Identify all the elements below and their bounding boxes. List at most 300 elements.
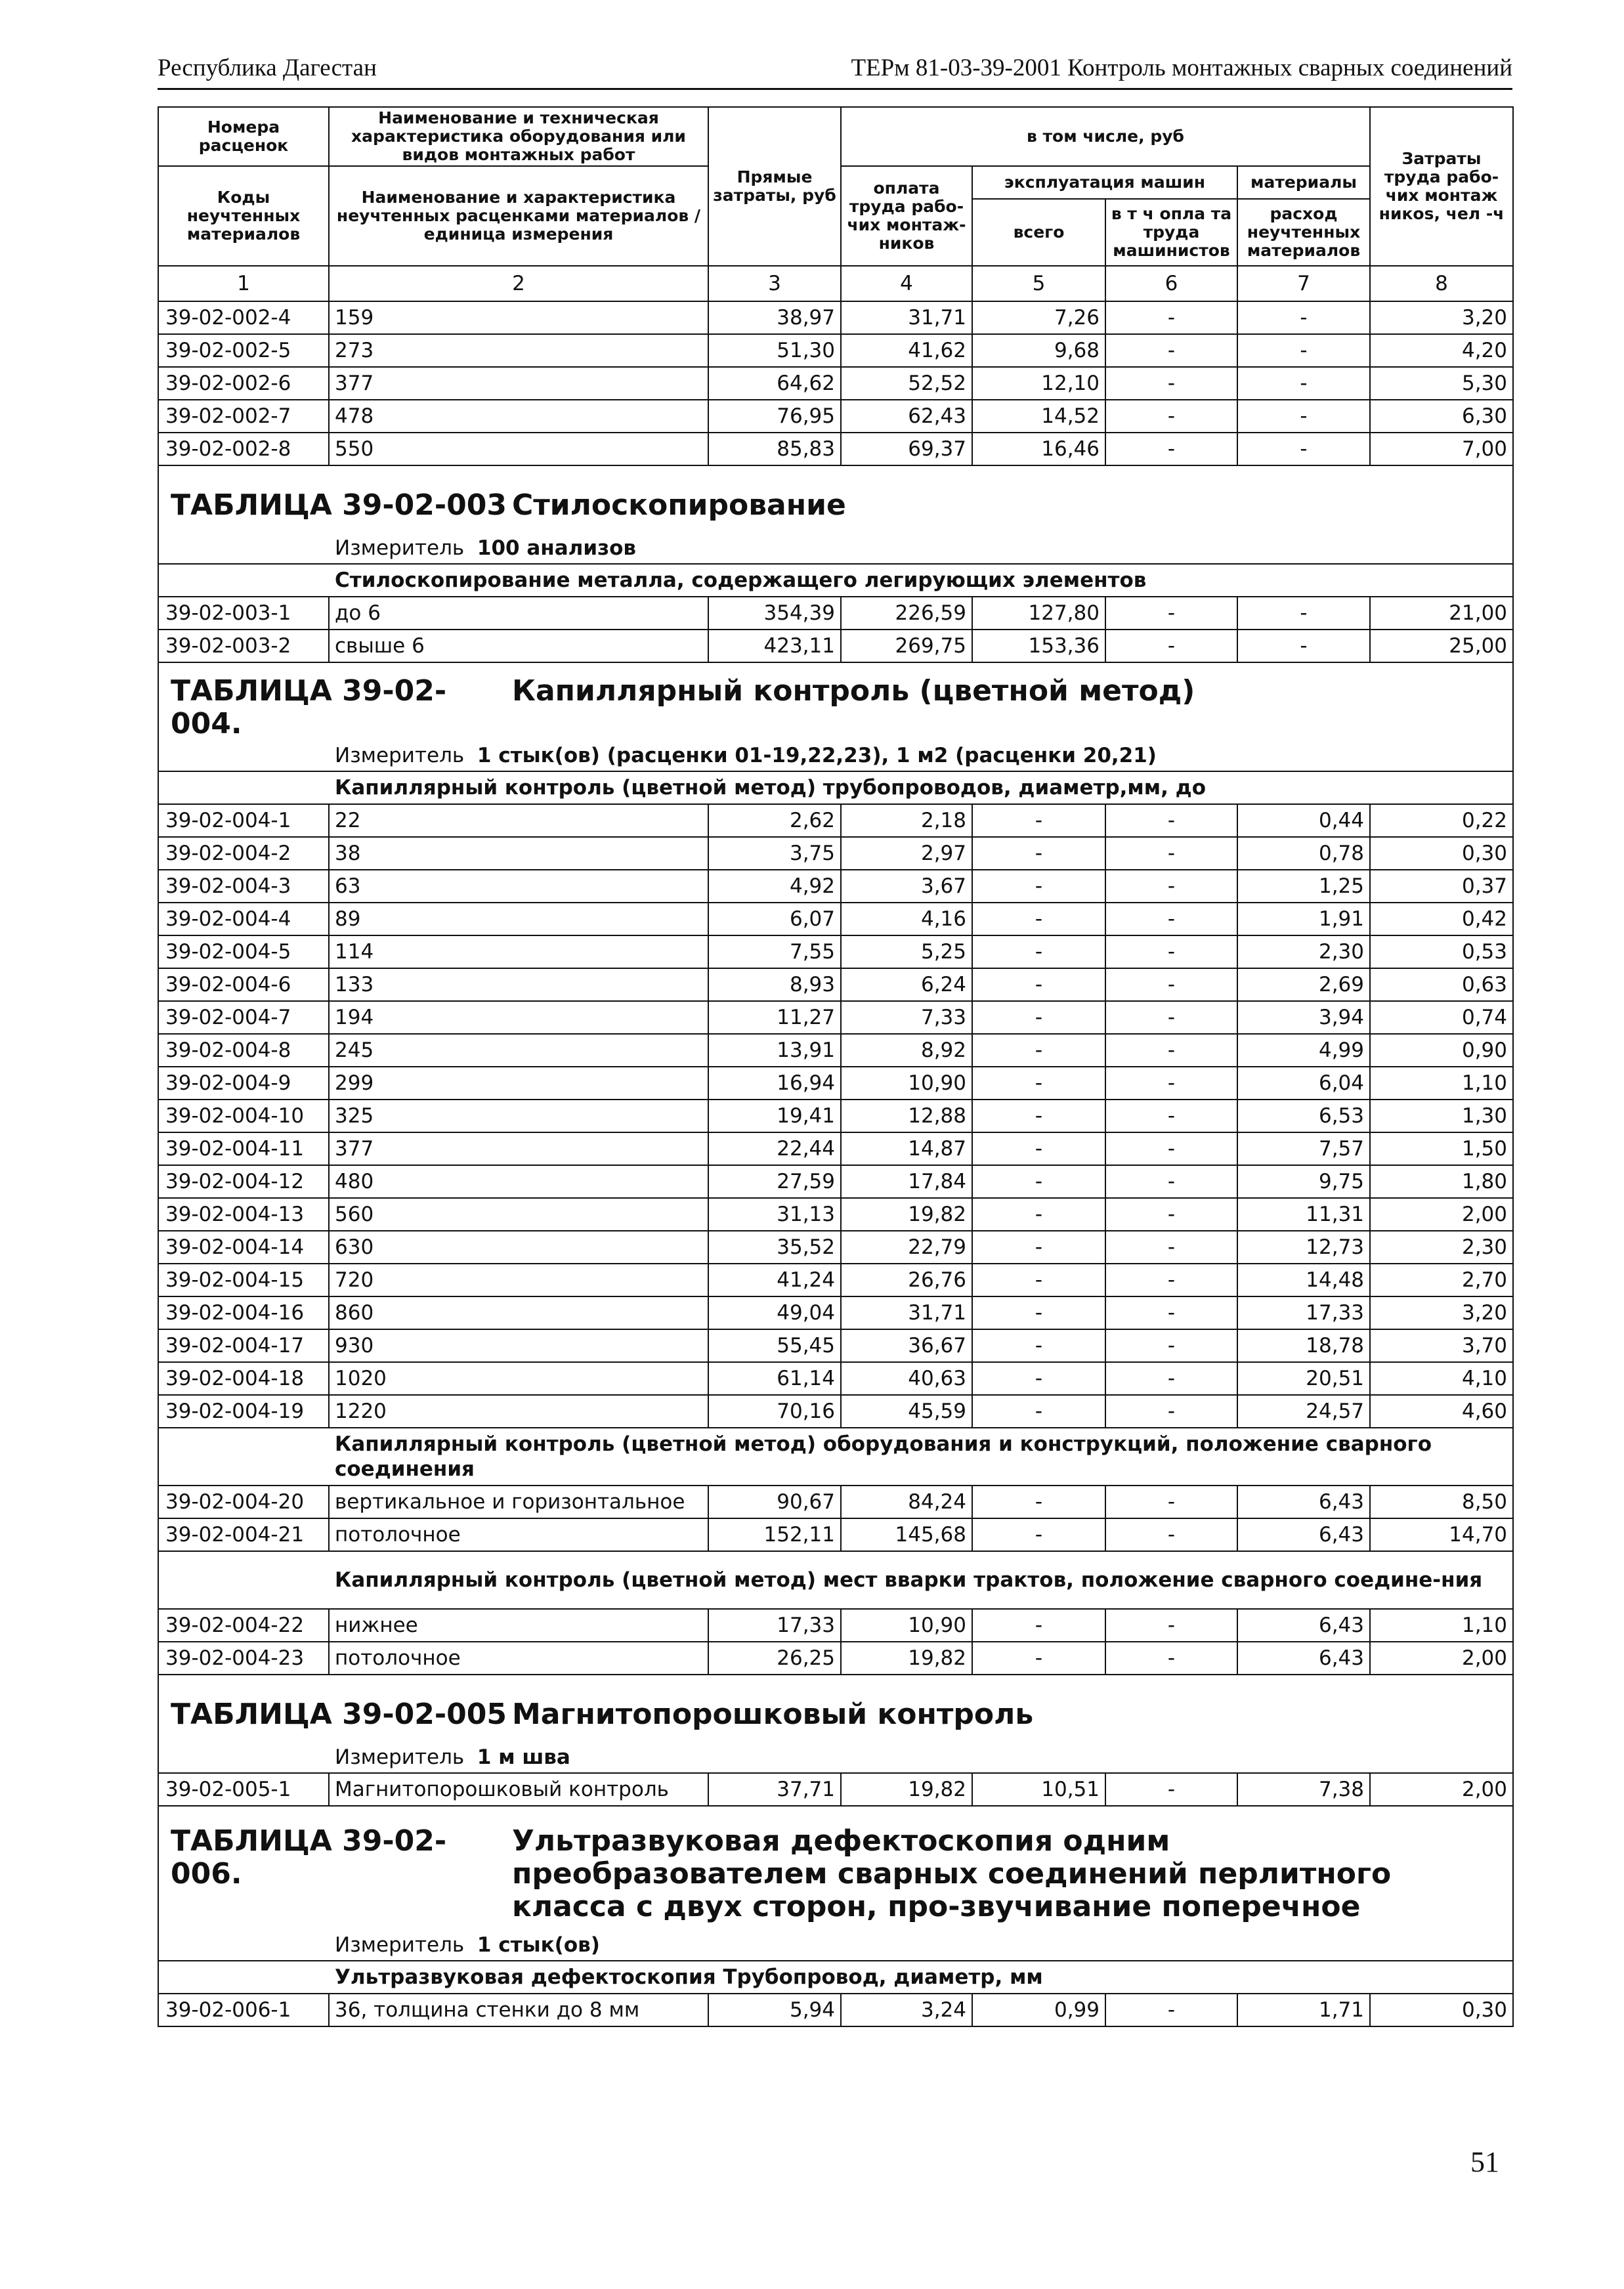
work-name: 560 — [329, 1198, 708, 1231]
machines-total: - — [972, 1100, 1105, 1132]
labor-hours: 1,80 — [1370, 1165, 1513, 1198]
table-39-02-006 — [158, 1806, 1513, 1994]
col-material-name: Наименование и характеристика неучтенных расценками материалов / единица измерения — [329, 166, 708, 266]
table-title: Магнитопорошковый контроль — [512, 1698, 1034, 1731]
worker-wages: 45,59 — [841, 1395, 972, 1428]
col-labor: Затраты труда рабо-чих монтаж никоs, чел -ч — [1370, 107, 1513, 266]
labor-hours: 4,10 — [1370, 1362, 1513, 1395]
machinists-wages: - — [1105, 334, 1237, 367]
direct-cost: 11,27 — [708, 1001, 841, 1034]
machines-total: 9,68 — [972, 334, 1105, 367]
machines-total: 12,10 — [972, 367, 1105, 400]
materials-usage: - — [1237, 630, 1370, 662]
measure-label: Измеритель — [335, 1933, 465, 1957]
work-name: вертикальное и горизонтальное — [329, 1486, 708, 1518]
machines-total: - — [972, 1165, 1105, 1198]
work-name: 1220 — [329, 1395, 708, 1428]
table-row — [158, 301, 1513, 334]
machinists-wages: - — [1105, 1001, 1237, 1034]
table-row — [158, 968, 1513, 1001]
machines-total: - — [972, 1198, 1105, 1231]
materials-usage: 6,43 — [1237, 1642, 1370, 1675]
worker-wages: 6,24 — [841, 968, 972, 1001]
labor-hours: 0,42 — [1370, 903, 1513, 935]
direct-cost: 13,91 — [708, 1034, 841, 1067]
rate-code: 39-02-004-15 — [158, 1264, 329, 1296]
col-num: 3 — [708, 266, 841, 301]
table-row — [158, 1067, 1513, 1100]
labor-hours: 2,00 — [1370, 1773, 1513, 1806]
direct-cost: 22,44 — [708, 1132, 841, 1165]
materials-usage: 1,71 — [1237, 1994, 1370, 2026]
table-row — [158, 1329, 1513, 1362]
machinists-wages: - — [1105, 1067, 1237, 1100]
worker-wages: 4,16 — [841, 903, 972, 935]
direct-cost: 41,24 — [708, 1264, 841, 1296]
machines-total: 10,51 — [972, 1773, 1105, 1806]
work-name: 377 — [329, 367, 708, 400]
worker-wages: 145,68 — [841, 1518, 972, 1551]
direct-cost: 16,94 — [708, 1067, 841, 1100]
rate-code: 39-02-004-9 — [158, 1067, 329, 1100]
table-label: ТАБЛИЦА 39-02-003 — [171, 488, 507, 522]
work-name: свыше 6 — [329, 630, 708, 662]
header-document-title: ТЕРм 81-03-39-2001 Контроль монтажных сварных соединений — [851, 54, 1512, 81]
rate-code: 39-02-004-10 — [158, 1100, 329, 1132]
labor-hours: 0,63 — [1370, 968, 1513, 1001]
worker-wages: 2,18 — [841, 804, 972, 837]
direct-cost: 2,62 — [708, 804, 841, 837]
work-name: 22 — [329, 804, 708, 837]
table-label: ТАБЛИЦА 39-02-006. — [171, 1824, 447, 1891]
materials-usage: 6,04 — [1237, 1067, 1370, 1100]
col-rate-number: Номера расценок — [158, 107, 329, 166]
machinists-wages: - — [1105, 1486, 1237, 1518]
direct-cost: 38,97 — [708, 301, 841, 334]
materials-usage: 0,78 — [1237, 837, 1370, 870]
table-row — [158, 1609, 1513, 1642]
materials-usage: - — [1237, 433, 1370, 465]
work-name: 36, толщина стенки до 8 мм — [329, 1994, 708, 2026]
worker-wages: 7,33 — [841, 1001, 972, 1034]
rate-code: 39-02-004-19 — [158, 1395, 329, 1428]
materials-usage: 12,73 — [1237, 1231, 1370, 1264]
direct-cost: 354,39 — [708, 597, 841, 630]
materials-usage: - — [1237, 400, 1370, 433]
materials-usage: - — [1237, 301, 1370, 334]
machinists-wages: - — [1105, 400, 1237, 433]
labor-hours: 0,53 — [1370, 935, 1513, 968]
table-39-02-003-rows — [158, 597, 1513, 662]
col-num: 8 — [1370, 266, 1513, 301]
work-name: 194 — [329, 1001, 708, 1034]
materials-usage: 6,53 — [1237, 1100, 1370, 1132]
table-row — [158, 1773, 1513, 1806]
direct-cost: 55,45 — [708, 1329, 841, 1362]
worker-wages: 17,84 — [841, 1165, 972, 1198]
table-row — [158, 334, 1513, 367]
machines-total: - — [972, 935, 1105, 968]
machines-total: 127,80 — [972, 597, 1105, 630]
table-row — [158, 367, 1513, 400]
labor-hours: 7,00 — [1370, 433, 1513, 465]
machines-total: - — [972, 1395, 1105, 1428]
direct-cost: 70,16 — [708, 1395, 841, 1428]
direct-cost: 37,71 — [708, 1773, 841, 1806]
machinists-wages: - — [1105, 1100, 1237, 1132]
rate-code: 39-02-002-7 — [158, 400, 329, 433]
table-39-02-002-rows — [158, 301, 1513, 465]
labor-hours: 2,70 — [1370, 1264, 1513, 1296]
table-39-02-005-rows — [158, 1773, 1513, 1806]
work-name: до 6 — [329, 597, 708, 630]
labor-hours: 3,20 — [1370, 1296, 1513, 1329]
materials-usage: 18,78 — [1237, 1329, 1370, 1362]
table-row — [158, 804, 1513, 837]
machines-total: - — [972, 1001, 1105, 1034]
table-label: ТАБЛИЦА 39-02-005 — [171, 1698, 507, 1731]
labor-hours: 0,37 — [1370, 870, 1513, 903]
materials-usage: 1,25 — [1237, 870, 1370, 903]
table-row — [158, 1132, 1513, 1165]
worker-wages: 2,97 — [841, 837, 972, 870]
work-name: 630 — [329, 1231, 708, 1264]
table-title: Капиллярный контроль (цветной метод) — [512, 674, 1195, 708]
table-row — [158, 1362, 1513, 1395]
col-including: в том числе, руб — [841, 107, 1370, 166]
rate-code: 39-02-004-11 — [158, 1132, 329, 1165]
machines-total: - — [972, 1609, 1105, 1642]
table-header — [158, 107, 1513, 301]
machinists-wages: - — [1105, 1198, 1237, 1231]
rate-code: 39-02-004-22 — [158, 1609, 329, 1642]
direct-cost: 64,62 — [708, 367, 841, 400]
rate-code: 39-02-004-17 — [158, 1329, 329, 1362]
direct-cost: 19,41 — [708, 1100, 841, 1132]
work-name: 478 — [329, 400, 708, 433]
materials-usage: 6,43 — [1237, 1486, 1370, 1518]
materials-usage: - — [1237, 597, 1370, 630]
col-machines-total: всего — [972, 199, 1105, 266]
materials-usage: 24,57 — [1237, 1395, 1370, 1428]
worker-wages: 69,37 — [841, 433, 972, 465]
rate-code: 39-02-002-5 — [158, 334, 329, 367]
labor-hours: 0,90 — [1370, 1034, 1513, 1067]
machines-total: 7,26 — [972, 301, 1105, 334]
worker-wages: 36,67 — [841, 1329, 972, 1362]
worker-wages: 31,71 — [841, 301, 972, 334]
rate-code: 39-02-003-2 — [158, 630, 329, 662]
machinists-wages: - — [1105, 968, 1237, 1001]
rate-code: 39-02-004-4 — [158, 903, 329, 935]
work-name: 720 — [329, 1264, 708, 1296]
table-39-02-004-rows-tracts — [158, 1609, 1513, 1675]
rate-code: 39-02-006-1 — [158, 1994, 329, 2026]
work-name: потолочное — [329, 1518, 708, 1551]
work-name: 245 — [329, 1034, 708, 1067]
work-name: 159 — [329, 301, 708, 334]
machines-total: - — [972, 1231, 1105, 1264]
materials-usage: 20,51 — [1237, 1362, 1370, 1395]
table-row — [158, 1994, 1513, 2026]
col-num: 5 — [972, 266, 1105, 301]
direct-cost: 5,94 — [708, 1994, 841, 2026]
direct-cost: 152,11 — [708, 1518, 841, 1551]
machines-total: 153,36 — [972, 630, 1105, 662]
labor-hours: 14,70 — [1370, 1518, 1513, 1551]
labor-hours: 21,00 — [1370, 597, 1513, 630]
direct-cost: 423,11 — [708, 630, 841, 662]
worker-wages: 26,76 — [841, 1264, 972, 1296]
work-name: 480 — [329, 1165, 708, 1198]
work-name: 930 — [329, 1329, 708, 1362]
work-name: 860 — [329, 1296, 708, 1329]
machinists-wages: - — [1105, 1609, 1237, 1642]
direct-cost: 76,95 — [708, 400, 841, 433]
work-name: 38 — [329, 837, 708, 870]
table-row — [158, 1001, 1513, 1034]
labor-hours: 4,20 — [1370, 334, 1513, 367]
section-heading: Капиллярный контроль (цветной метод) трубопроводов, диаметр,мм, до — [158, 771, 1513, 804]
labor-hours: 1,10 — [1370, 1609, 1513, 1642]
labor-hours: 0,22 — [1370, 804, 1513, 837]
worker-wages: 3,24 — [841, 1994, 972, 2026]
machines-total: - — [972, 903, 1105, 935]
machines-total: - — [972, 1132, 1105, 1165]
rate-code: 39-02-004-20 — [158, 1486, 329, 1518]
col-machinists-wages: в т ч опла та труда машинистов — [1105, 199, 1237, 266]
direct-cost: 27,59 — [708, 1165, 841, 1198]
direct-cost: 51,30 — [708, 334, 841, 367]
work-name: 133 — [329, 968, 708, 1001]
work-name: 550 — [329, 433, 708, 465]
work-name: Магнитопорошковый контроль — [329, 1773, 708, 1806]
labor-hours: 1,10 — [1370, 1067, 1513, 1100]
table-39-02-004-rows-equipment — [158, 1486, 1513, 1551]
labor-hours: 8,50 — [1370, 1486, 1513, 1518]
page-number: 51 — [1470, 2146, 1499, 2178]
worker-wages: 40,63 — [841, 1362, 972, 1395]
work-name: нижнее — [329, 1609, 708, 1642]
work-name: 299 — [329, 1067, 708, 1100]
machines-total: - — [972, 804, 1105, 837]
machinists-wages: - — [1105, 837, 1237, 870]
materials-usage: 2,69 — [1237, 968, 1370, 1001]
machinists-wages: - — [1105, 301, 1237, 334]
materials-usage: - — [1237, 367, 1370, 400]
direct-cost: 90,67 — [708, 1486, 841, 1518]
machines-total: 16,46 — [972, 433, 1105, 465]
work-name: 114 — [329, 935, 708, 968]
rate-code: 39-02-004-7 — [158, 1001, 329, 1034]
col-num: 1 — [158, 266, 329, 301]
machines-total: 0,99 — [972, 1994, 1105, 2026]
col-work-name: Наименование и техническая характеристика оборудования или видов монтажных работ — [329, 107, 708, 166]
table-row — [158, 1395, 1513, 1428]
machines-total: - — [972, 1486, 1105, 1518]
machines-total: - — [972, 870, 1105, 903]
rates-table — [158, 106, 1514, 2027]
measure-unit: 1 м шва — [477, 1745, 570, 1769]
table-row — [158, 870, 1513, 903]
rate-code: 39-02-004-18 — [158, 1362, 329, 1395]
rate-code: 39-02-002-6 — [158, 367, 329, 400]
labor-hours: 5,30 — [1370, 367, 1513, 400]
machinists-wages: - — [1105, 1395, 1237, 1428]
table-label: ТАБЛИЦА 39-02-004. — [171, 674, 447, 740]
table-row — [158, 1486, 1513, 1518]
table-row — [158, 1231, 1513, 1264]
work-name: потолочное — [329, 1642, 708, 1675]
worker-wages: 62,43 — [841, 400, 972, 433]
measure-unit: 1 стык(ов) (расценки 01-19,22,23), 1 м2 (расценки 20,21) — [477, 744, 1157, 767]
worker-wages: 52,52 — [841, 367, 972, 400]
table-39-02-004 — [158, 662, 1513, 804]
direct-cost: 7,55 — [708, 935, 841, 968]
measure-label: Измеритель — [335, 1745, 465, 1769]
machinists-wages: - — [1105, 1518, 1237, 1551]
table-row — [158, 1264, 1513, 1296]
labor-hours: 2,00 — [1370, 1198, 1513, 1231]
direct-cost: 6,07 — [708, 903, 841, 935]
machinists-wages: - — [1105, 1132, 1237, 1165]
rate-code: 39-02-004-13 — [158, 1198, 329, 1231]
direct-cost: 26,25 — [708, 1642, 841, 1675]
rate-code: 39-02-002-4 — [158, 301, 329, 334]
labor-hours: 4,60 — [1370, 1395, 1513, 1428]
rate-code: 39-02-004-14 — [158, 1231, 329, 1264]
rate-code: 39-02-004-6 — [158, 968, 329, 1001]
direct-cost: 8,93 — [708, 968, 841, 1001]
machinists-wages: - — [1105, 1773, 1237, 1806]
labor-hours: 25,00 — [1370, 630, 1513, 662]
worker-wages: 10,90 — [841, 1609, 972, 1642]
machines-total: - — [972, 1329, 1105, 1362]
materials-usage: 2,30 — [1237, 935, 1370, 968]
rate-code: 39-02-005-1 — [158, 1773, 329, 1806]
rate-code: 39-02-004-1 — [158, 804, 329, 837]
col-material-codes: Коды неучтенных материалов — [158, 166, 329, 266]
work-name: 377 — [329, 1132, 708, 1165]
work-name: 1020 — [329, 1362, 708, 1395]
machines-total: - — [972, 1642, 1105, 1675]
machinists-wages: - — [1105, 1264, 1237, 1296]
col-wages: оплата труда рабо-чих монтаж-ников — [841, 166, 972, 266]
table-row — [158, 630, 1513, 662]
machinists-wages: - — [1105, 903, 1237, 935]
worker-wages: 41,62 — [841, 334, 972, 367]
section-heading: Капиллярный контроль (цветной метод) мест вварки трактов, положение сварного соедине-ния — [158, 1551, 1513, 1609]
worker-wages: 226,59 — [841, 597, 972, 630]
column-numbers — [158, 266, 1513, 301]
header-region: Республика Дагестан — [158, 54, 377, 81]
worker-wages: 19,82 — [841, 1198, 972, 1231]
direct-cost: 35,52 — [708, 1231, 841, 1264]
col-num: 7 — [1237, 266, 1370, 301]
table-row — [158, 1165, 1513, 1198]
labor-hours: 3,70 — [1370, 1329, 1513, 1362]
materials-usage: 3,94 — [1237, 1001, 1370, 1034]
labor-hours: 2,00 — [1370, 1642, 1513, 1675]
machinists-wages: - — [1105, 630, 1237, 662]
rate-code: 39-02-004-3 — [158, 870, 329, 903]
measure-label: Измеритель — [335, 536, 465, 560]
table-row — [158, 433, 1513, 465]
machinists-wages: - — [1105, 1165, 1237, 1198]
machinists-wages: - — [1105, 935, 1237, 968]
worker-wages: 12,88 — [841, 1100, 972, 1132]
measure-label: Измеритель — [335, 744, 465, 767]
table-39-02-005 — [158, 1675, 1513, 1773]
rate-code: 39-02-004-16 — [158, 1296, 329, 1329]
labor-hours: 3,20 — [1370, 301, 1513, 334]
worker-wages: 3,67 — [841, 870, 972, 903]
machinists-wages: - — [1105, 1362, 1237, 1395]
labor-hours: 0,74 — [1370, 1001, 1513, 1034]
rate-code: 39-02-004-23 — [158, 1642, 329, 1675]
materials-usage: 14,48 — [1237, 1264, 1370, 1296]
direct-cost: 61,14 — [708, 1362, 841, 1395]
table-row — [158, 597, 1513, 630]
table-row — [158, 1518, 1513, 1551]
direct-cost: 49,04 — [708, 1296, 841, 1329]
materials-usage: 11,31 — [1237, 1198, 1370, 1231]
worker-wages: 84,24 — [841, 1486, 972, 1518]
machines-total: - — [972, 1034, 1105, 1067]
col-num: 2 — [329, 266, 708, 301]
rate-code: 39-02-004-2 — [158, 837, 329, 870]
section-heading: Ультразвуковая дефектоскопия Трубопровод, диаметр, мм — [158, 1961, 1513, 1994]
labor-hours: 0,30 — [1370, 1994, 1513, 2026]
materials-usage: - — [1237, 334, 1370, 367]
worker-wages: 31,71 — [841, 1296, 972, 1329]
machines-total: - — [972, 1067, 1105, 1100]
rate-code: 39-02-003-1 — [158, 597, 329, 630]
machinists-wages: - — [1105, 870, 1237, 903]
direct-cost: 3,75 — [708, 837, 841, 870]
table-row — [158, 400, 1513, 433]
worker-wages: 19,82 — [841, 1642, 972, 1675]
machines-total: - — [972, 1362, 1105, 1395]
direct-cost: 31,13 — [708, 1198, 841, 1231]
materials-usage: 6,43 — [1237, 1518, 1370, 1551]
table-39-02-006-rows — [158, 1994, 1513, 2026]
rate-code: 39-02-004-12 — [158, 1165, 329, 1198]
table-row — [158, 1034, 1513, 1067]
direct-cost: 85,83 — [708, 433, 841, 465]
table-row — [158, 1642, 1513, 1675]
machinists-wages: - — [1105, 1994, 1237, 2026]
labor-hours: 1,30 — [1370, 1100, 1513, 1132]
table-39-02-003 — [158, 465, 1513, 597]
worker-wages: 5,25 — [841, 935, 972, 968]
machinists-wages: - — [1105, 1329, 1237, 1362]
rate-code: 39-02-004-8 — [158, 1034, 329, 1067]
materials-usage: 0,44 — [1237, 804, 1370, 837]
direct-cost: 4,92 — [708, 870, 841, 903]
machinists-wages: - — [1105, 1642, 1237, 1675]
work-name: 63 — [329, 870, 708, 903]
machines-total: - — [972, 1264, 1105, 1296]
col-materials: материалы — [1237, 166, 1370, 199]
table-row — [158, 1100, 1513, 1132]
materials-usage: 1,91 — [1237, 903, 1370, 935]
machinists-wages: - — [1105, 367, 1237, 400]
materials-usage: 9,75 — [1237, 1165, 1370, 1198]
table-row — [158, 1296, 1513, 1329]
section-heading: Стилоскопирование металла, содержащего легирующих элементов — [158, 564, 1513, 597]
machinists-wages: - — [1105, 1296, 1237, 1329]
